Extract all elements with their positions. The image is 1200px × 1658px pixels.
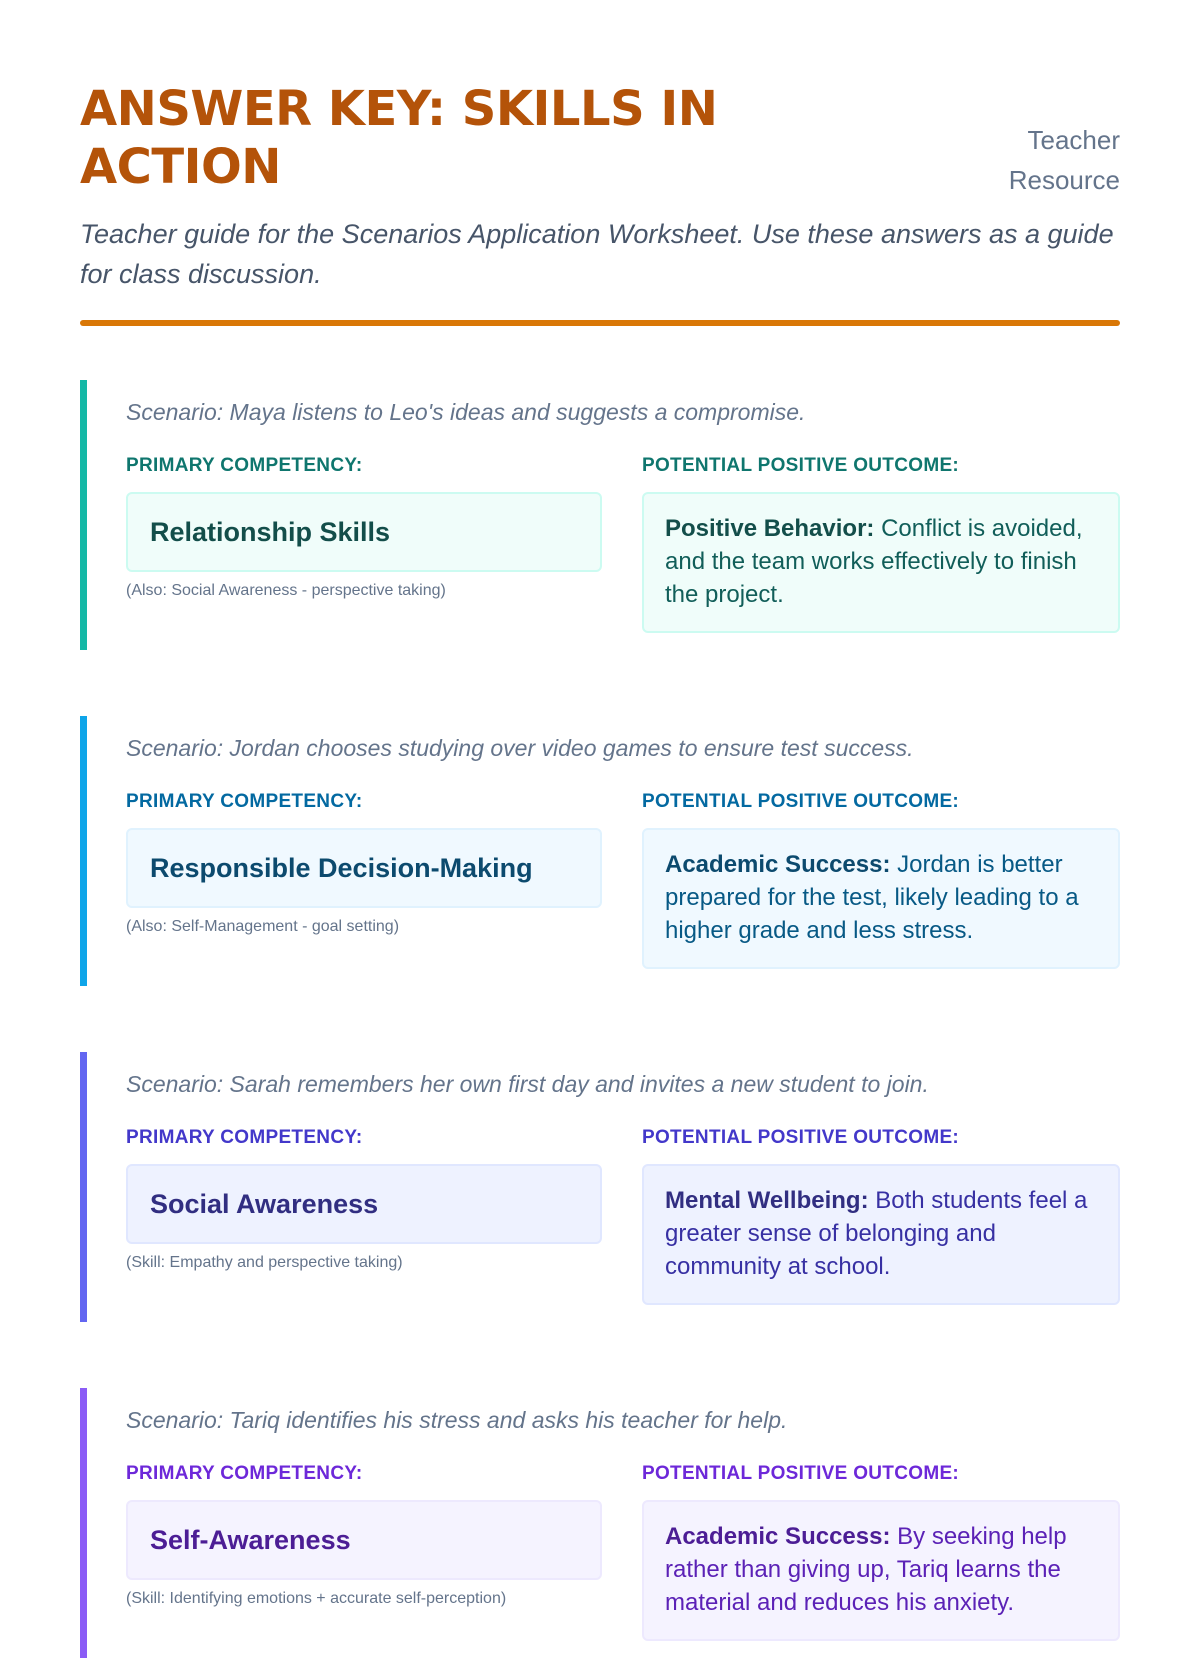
resource-label: Teacher Resource xyxy=(1008,125,1120,195)
competency-answer: Relationship Skills xyxy=(126,492,602,572)
answer-key-page xyxy=(80,0,1120,1658)
primary-competency-label: PRIMARY COMPETENCY: xyxy=(126,1463,363,1484)
header-divider xyxy=(80,320,1120,326)
card-accent-bar xyxy=(80,716,87,986)
competency-column xyxy=(126,790,602,969)
competency-column xyxy=(126,1126,602,1305)
competency-answer: Self-Awareness xyxy=(126,1500,602,1580)
competency-note: (Skill: Identifying emotions + accurate self-perception) xyxy=(126,1590,507,1607)
answer-columns xyxy=(126,1126,1120,1305)
outcome-category: Positive Behavior: xyxy=(665,515,875,542)
competency-note: (Skill: Empathy and perspective taking) xyxy=(126,1254,403,1271)
page-header xyxy=(80,0,1120,326)
outcome-description: Conflict is avoided, and the team works effectively to finish the project. xyxy=(665,515,1083,608)
scenario-card xyxy=(80,380,1120,650)
scenario-text: Scenario: Tariq identifies his stress and asks his teacher for help. xyxy=(126,1407,788,1433)
outcome-answer xyxy=(642,492,1120,633)
competency-column xyxy=(126,454,602,633)
outcome-column xyxy=(642,1462,1120,1641)
scenario-text: Scenario: Maya listens to Leo's ideas and suggests a compromise. xyxy=(126,399,806,425)
scenario-card xyxy=(80,1052,1120,1322)
primary-competency-label: PRIMARY COMPETENCY: xyxy=(126,791,363,812)
outcome-answer xyxy=(642,1164,1120,1305)
page-intro: Teacher guide for the Scenarios Application Worksheet. Use these answers as a guide for class discussion. xyxy=(80,219,1114,289)
primary-competency-label: PRIMARY COMPETENCY: xyxy=(126,455,363,476)
answer-columns xyxy=(126,790,1120,969)
scenario-card xyxy=(80,716,1120,986)
outcome-description: Jordan is better prepared for the test, likely leading to a higher grade and less stress. xyxy=(665,851,1079,944)
outcome-column xyxy=(642,790,1120,969)
competency-column xyxy=(126,1462,602,1641)
competency-answer: Responsible Decision-Making xyxy=(126,828,602,908)
potential-outcome-label: POTENTIAL POSITIVE OUTCOME: xyxy=(642,455,960,476)
answer-columns xyxy=(126,1462,1120,1641)
card-accent-bar xyxy=(80,1388,87,1658)
page-title: ANSWER KEY: SKILLS IN ACTION xyxy=(80,81,718,195)
outcome-answer xyxy=(642,828,1120,969)
scenario-text: Scenario: Sarah remembers her own first day and invites a new student to join. xyxy=(126,1071,929,1097)
competency-answer: Social Awareness xyxy=(126,1164,602,1244)
outcome-column xyxy=(642,1126,1120,1305)
outcome-category: Mental Wellbeing: xyxy=(665,1187,869,1214)
outcome-description: Both students feel a greater sense of belonging and community at school. xyxy=(665,1187,1088,1280)
answer-columns xyxy=(126,454,1120,633)
primary-competency-label: PRIMARY COMPETENCY: xyxy=(126,1127,363,1148)
scenario-text: Scenario: Jordan chooses studying over video games to ensure test success. xyxy=(126,735,914,761)
outcome-category: Academic Success: xyxy=(665,851,891,878)
outcome-description: By seeking help rather than giving up, Tariq learns the material and reduces his anxiety. xyxy=(665,1523,1067,1616)
competency-note: (Also: Self-Management - goal setting) xyxy=(126,918,400,935)
outcome-column xyxy=(642,454,1120,633)
outcome-category: Academic Success: xyxy=(665,1523,891,1550)
potential-outcome-label: POTENTIAL POSITIVE OUTCOME: xyxy=(642,791,960,812)
competency-note: (Also: Social Awareness - perspective taking) xyxy=(126,582,446,599)
scenario-card xyxy=(80,1388,1120,1658)
card-accent-bar xyxy=(80,380,87,650)
potential-outcome-label: POTENTIAL POSITIVE OUTCOME: xyxy=(642,1463,960,1484)
potential-outcome-label: POTENTIAL POSITIVE OUTCOME: xyxy=(642,1127,960,1148)
card-accent-bar xyxy=(80,1052,87,1322)
outcome-answer xyxy=(642,1500,1120,1641)
